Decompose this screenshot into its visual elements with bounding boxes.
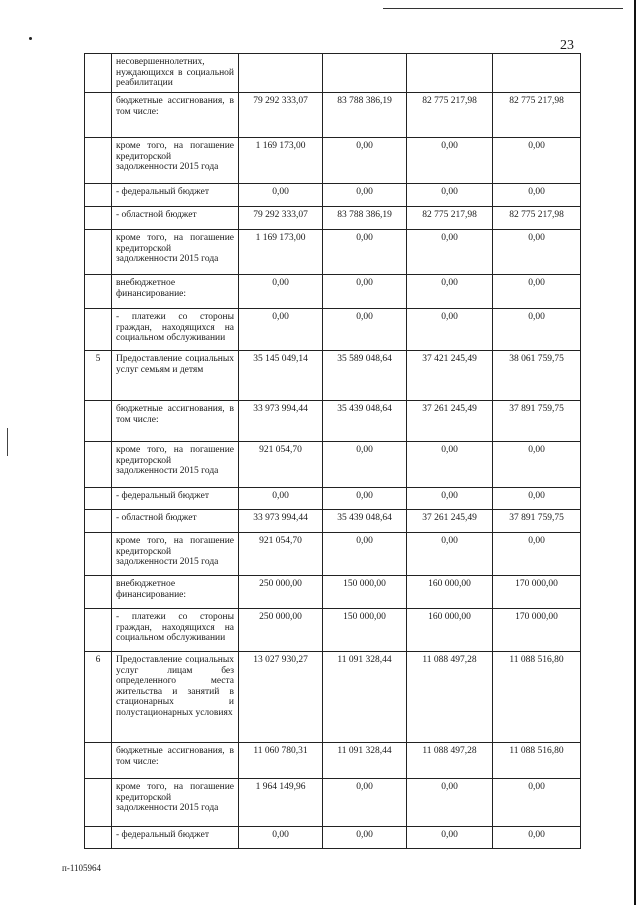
amount-cell bbox=[239, 54, 323, 93]
amount-cell: 11 091 328,44 bbox=[323, 652, 407, 743]
amount-cell: 0,00 bbox=[323, 827, 407, 849]
row-label: кроме того, на погашение кредиторской задолженности 2015 года bbox=[112, 533, 239, 576]
amount-cell: 0,00 bbox=[323, 230, 407, 275]
row-number bbox=[85, 309, 112, 351]
table-row bbox=[85, 401, 581, 442]
amount-cell: 11 088 497,28 bbox=[407, 743, 493, 779]
row-number bbox=[85, 779, 112, 827]
amount-cell: 82 775 217,98 bbox=[407, 207, 493, 230]
amount-cell: 0,00 bbox=[493, 275, 581, 309]
row-number bbox=[85, 510, 112, 533]
row-label: кроме того, на погашение кредиторской задолженности 2015 года bbox=[112, 779, 239, 827]
row-number bbox=[85, 533, 112, 576]
amount-cell: 0,00 bbox=[239, 488, 323, 510]
amount-cell: 150 000,00 bbox=[323, 609, 407, 652]
row-number bbox=[85, 401, 112, 442]
row-label: внебюджетное финансирование: bbox=[112, 576, 239, 609]
row-number bbox=[85, 207, 112, 230]
amount-cell: 0,00 bbox=[493, 309, 581, 351]
table-row bbox=[85, 207, 581, 230]
table-row bbox=[85, 230, 581, 275]
amount-cell: 0,00 bbox=[239, 827, 323, 849]
row-label: - федеральный бюджет bbox=[112, 827, 239, 849]
row-number: 6 bbox=[85, 652, 112, 743]
row-label: - платежи со стороны граждан, находящихся на социальном обслуживании bbox=[112, 609, 239, 652]
amount-cell: 35 145 049,14 bbox=[239, 351, 323, 401]
amount-cell: 0,00 bbox=[323, 275, 407, 309]
amount-cell: 82 775 217,98 bbox=[493, 93, 581, 138]
amount-cell: 0,00 bbox=[493, 827, 581, 849]
row-number bbox=[85, 743, 112, 779]
amount-cell: 37 261 245,49 bbox=[407, 401, 493, 442]
amount-cell: 37 261 245,49 bbox=[407, 510, 493, 533]
amount-cell: 0,00 bbox=[323, 309, 407, 351]
amount-cell: 35 589 048,64 bbox=[323, 351, 407, 401]
amount-cell: 0,00 bbox=[407, 309, 493, 351]
row-label: бюджетные ассигнования, в том числе: bbox=[112, 401, 239, 442]
table-row bbox=[85, 576, 581, 609]
amount-cell: 0,00 bbox=[323, 184, 407, 207]
amount-cell: 0,00 bbox=[493, 138, 581, 184]
row-number bbox=[85, 93, 112, 138]
amount-cell: 79 292 333,07 bbox=[239, 93, 323, 138]
row-number bbox=[85, 442, 112, 488]
row-number bbox=[85, 275, 112, 309]
amount-cell: 0,00 bbox=[493, 442, 581, 488]
amount-cell: 1 964 149,96 bbox=[239, 779, 323, 827]
amount-cell: 0,00 bbox=[407, 230, 493, 275]
scan-edge bbox=[634, 0, 636, 905]
row-label: - областной бюджет bbox=[112, 510, 239, 533]
table-row bbox=[85, 510, 581, 533]
amount-cell bbox=[407, 54, 493, 93]
row-label: кроме того, на погашение кредиторской задолженности 2015 года bbox=[112, 442, 239, 488]
amount-cell: 11 088 497,28 bbox=[407, 652, 493, 743]
row-label: - платежи со стороны граждан, находящихся на социальном обслуживании bbox=[112, 309, 239, 351]
table-row bbox=[85, 275, 581, 309]
table-row bbox=[85, 779, 581, 827]
amount-cell: 0,00 bbox=[407, 138, 493, 184]
margin-mark bbox=[7, 428, 8, 456]
row-number bbox=[85, 488, 112, 510]
amount-cell: 0,00 bbox=[407, 275, 493, 309]
amount-cell: 11 060 780,31 bbox=[239, 743, 323, 779]
table-row bbox=[85, 652, 581, 743]
amount-cell: 0,00 bbox=[407, 442, 493, 488]
row-number: 5 bbox=[85, 351, 112, 401]
row-label: Предоставление социальных услуг семьям и детям bbox=[112, 351, 239, 401]
amount-cell: 0,00 bbox=[239, 275, 323, 309]
amount-cell bbox=[323, 54, 407, 93]
amount-cell: 0,00 bbox=[323, 442, 407, 488]
amount-cell: 0,00 bbox=[407, 779, 493, 827]
amount-cell: 0,00 bbox=[493, 779, 581, 827]
amount-cell: 33 973 994,44 bbox=[239, 401, 323, 442]
amount-cell: 1 169 173,00 bbox=[239, 230, 323, 275]
row-label: - федеральный бюджет bbox=[112, 488, 239, 510]
row-label: бюджетные ассигнования, в том числе: bbox=[112, 743, 239, 779]
amount-cell: 11 088 516,80 bbox=[493, 743, 581, 779]
amount-cell: 0,00 bbox=[493, 230, 581, 275]
row-number bbox=[85, 230, 112, 275]
row-label: кроме того, на погашение кредиторской задолженности 2015 года bbox=[112, 230, 239, 275]
budget-table bbox=[84, 53, 581, 849]
table-row bbox=[85, 533, 581, 576]
row-label: внебюджетное финансирование: bbox=[112, 275, 239, 309]
amount-cell: 160 000,00 bbox=[407, 609, 493, 652]
row-number bbox=[85, 54, 112, 93]
amount-cell: 37 891 759,75 bbox=[493, 510, 581, 533]
table-row bbox=[85, 351, 581, 401]
amount-cell: 35 439 048,64 bbox=[323, 401, 407, 442]
amount-cell: 0,00 bbox=[323, 138, 407, 184]
amount-cell: 82 775 217,98 bbox=[493, 207, 581, 230]
row-number bbox=[85, 184, 112, 207]
table-row bbox=[85, 609, 581, 652]
row-label: Предоставление социальных услуг лицам без определенного места жительства и занятий в стационарных и полустационарных условиях bbox=[112, 652, 239, 743]
amount-cell: 0,00 bbox=[407, 827, 493, 849]
amount-cell: 83 788 386,19 bbox=[323, 207, 407, 230]
amount-cell: 82 775 217,98 bbox=[407, 93, 493, 138]
amount-cell: 0,00 bbox=[323, 533, 407, 576]
document-id: п-1105964 bbox=[62, 863, 101, 873]
amount-cell: 35 439 048,64 bbox=[323, 510, 407, 533]
amount-cell: 921 054,70 bbox=[239, 442, 323, 488]
table-row bbox=[85, 743, 581, 779]
amount-cell: 1 169 173,00 bbox=[239, 138, 323, 184]
row-label: бюджетные ассигнования, в том числе: bbox=[112, 93, 239, 138]
scan-dot bbox=[29, 37, 32, 40]
amount-cell: 0,00 bbox=[493, 184, 581, 207]
row-label: - областной бюджет bbox=[112, 207, 239, 230]
amount-cell: 0,00 bbox=[493, 533, 581, 576]
top-rule bbox=[383, 8, 623, 9]
table-row bbox=[85, 93, 581, 138]
page-number: 23 bbox=[560, 38, 574, 53]
table-row bbox=[85, 138, 581, 184]
amount-cell: 0,00 bbox=[239, 184, 323, 207]
row-number bbox=[85, 138, 112, 184]
amount-cell: 13 027 930,27 bbox=[239, 652, 323, 743]
amount-cell: 11 088 516,80 bbox=[493, 652, 581, 743]
amount-cell: 79 292 333,07 bbox=[239, 207, 323, 230]
amount-cell: 83 788 386,19 bbox=[323, 93, 407, 138]
amount-cell: 0,00 bbox=[493, 488, 581, 510]
amount-cell: 11 091 328,44 bbox=[323, 743, 407, 779]
amount-cell: 37 421 245,49 bbox=[407, 351, 493, 401]
amount-cell: 0,00 bbox=[239, 309, 323, 351]
table-row bbox=[85, 309, 581, 351]
amount-cell: 170 000,00 bbox=[493, 576, 581, 609]
amount-cell: 0,00 bbox=[323, 779, 407, 827]
row-number bbox=[85, 609, 112, 652]
amount-cell: 160 000,00 bbox=[407, 576, 493, 609]
amount-cell: 921 054,70 bbox=[239, 533, 323, 576]
amount-cell: 170 000,00 bbox=[493, 609, 581, 652]
amount-cell: 0,00 bbox=[407, 533, 493, 576]
amount-cell: 0,00 bbox=[323, 488, 407, 510]
row-label: несовершеннолетних, нуждающихся в социальной реабилитации bbox=[112, 54, 239, 93]
row-label: - федеральный бюджет bbox=[112, 184, 239, 207]
row-label: кроме того, на погашение кредиторской задолженности 2015 года bbox=[112, 138, 239, 184]
amount-cell: 0,00 bbox=[407, 184, 493, 207]
table-row bbox=[85, 442, 581, 488]
amount-cell: 38 061 759,75 bbox=[493, 351, 581, 401]
row-number bbox=[85, 827, 112, 849]
table-row bbox=[85, 827, 581, 849]
table-row bbox=[85, 54, 581, 93]
row-number bbox=[85, 576, 112, 609]
table-row bbox=[85, 184, 581, 207]
amount-cell: 150 000,00 bbox=[323, 576, 407, 609]
amount-cell bbox=[493, 54, 581, 93]
amount-cell: 33 973 994,44 bbox=[239, 510, 323, 533]
amount-cell: 0,00 bbox=[407, 488, 493, 510]
table-row bbox=[85, 488, 581, 510]
amount-cell: 37 891 759,75 bbox=[493, 401, 581, 442]
amount-cell: 250 000,00 bbox=[239, 576, 323, 609]
amount-cell: 250 000,00 bbox=[239, 609, 323, 652]
